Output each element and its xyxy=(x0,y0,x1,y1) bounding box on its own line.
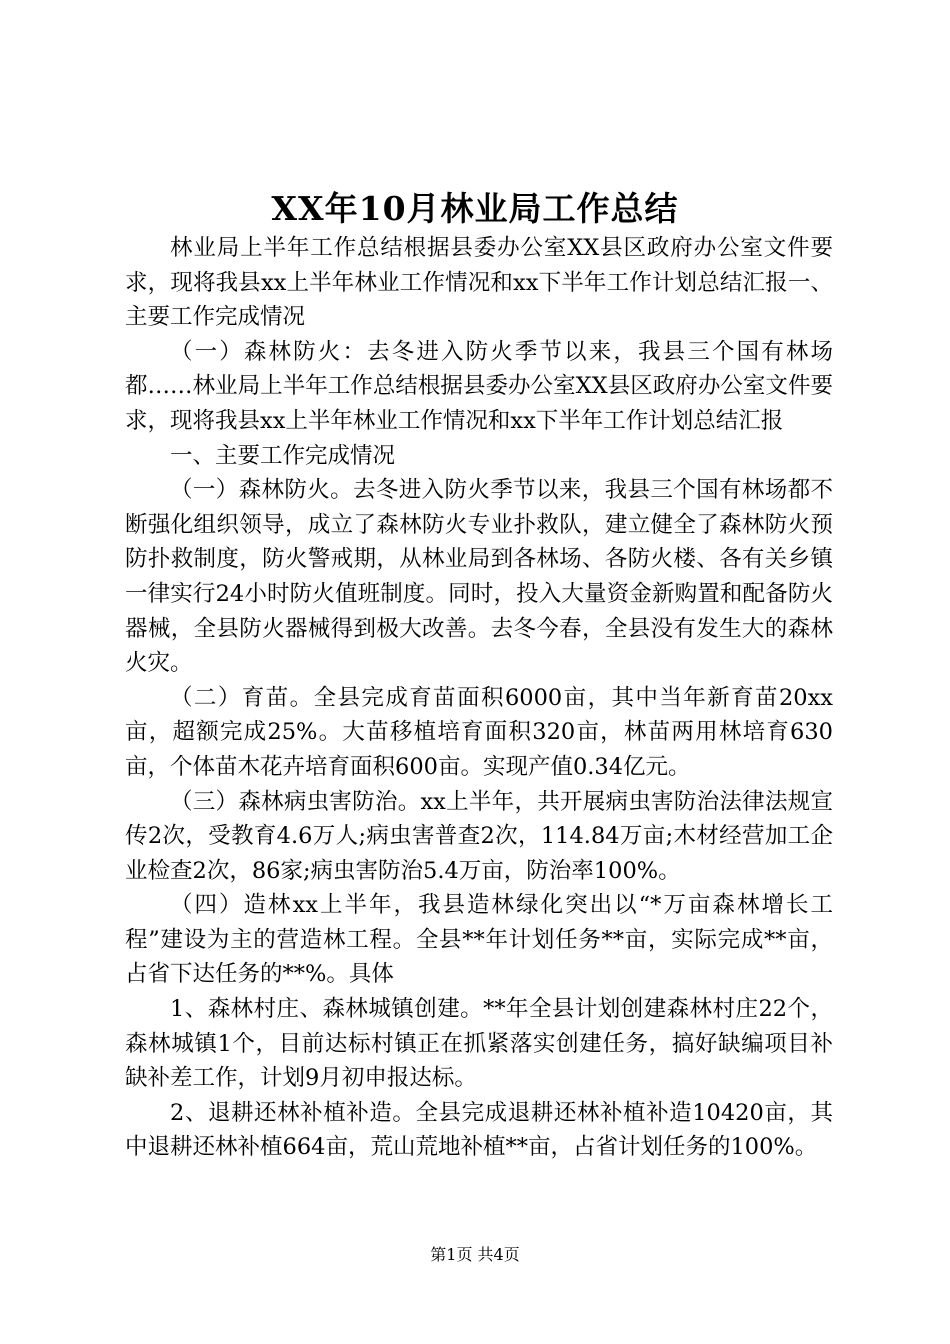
paragraph-forest-villages: 1、森林村庄、森林城镇创建。**年全县计划创建森林村庄22个，森林城镇1个，目前达标村镇正在抓紧落实创建任务，搞好缺编项目补缺补差工作，计划9月初申报达标。 xyxy=(125,996,833,1092)
section-heading-main-work: 一、主要工作完成情况 xyxy=(170,442,396,469)
document-body xyxy=(125,231,833,1165)
paragraph-fire-summary: （一）森林防火：去冬进入防火季节以来，我县三个国有林场都……林业局上半年工作总结根据县委办公室XX县区政府办公室文件要求，现将我县xx上半年林业工作情况和xx下半年工作计划总结汇报 xyxy=(125,338,833,434)
paragraph-afforestation: （四）造林xx上半年，我县造林绿化突出以“*万亩森林增长工程”建设为主的营造林工程。全县**年计划任务**亩，实际完成**亩，占省下达任务的**%。具体 xyxy=(125,892,833,988)
paragraph-pest-control: （三）森林病虫害防治。xx上半年，共开展病虫害防治法律法规宣传2次，受教育4.6万人;病虫害普查2次，114.84万亩;木材经营加工企业检查2次，86家;病虫害防治5.4万亩，防治率100%。 xyxy=(125,788,833,884)
page-footer: 第1页 共4页 xyxy=(430,1245,520,1264)
document-title: XX年10月林业局工作总结 xyxy=(271,189,679,228)
paragraph-seedlings: （二）育苗。全县完成育苗面积6000亩，其中当年新育苗20xx亩，超额完成25%。大苗移植培育面积320亩，林苗两用林培育630亩，个体苗木花卉培育面积600亩。实现产值0.34亿元。 xyxy=(125,684,833,780)
paragraph-fire-prevention: （一）森林防火。去冬进入防火季节以来，我县三个国有林场都不断强化组织领导，成立了森林防火专业扑救队，建立健全了森林防火预防扑救制度，防火警戒期，从林业局到各林场、各防火楼、各有关乡镇一律实行24小时防火值班制度。同时，投入大量资金新购置和配备防火器械，全县防火器械得到极大改善。去冬今春，全县没有发生大的森林火灾。 xyxy=(125,477,833,677)
paragraph-reforestation: 2、退耕还林补植补造。全县完成退耕还林补植补造10420亩，其中退耕还林补植664亩，荒山荒地补植**亩，占省计划任务的100%。 xyxy=(125,1099,833,1161)
paragraph-intro: 林业局上半年工作总结根据县委办公室XX县区政府办公室文件要求，现将我县xx上半年林业工作情况和xx下半年工作计划总结汇报一、主要工作完成情况 xyxy=(125,235,833,331)
